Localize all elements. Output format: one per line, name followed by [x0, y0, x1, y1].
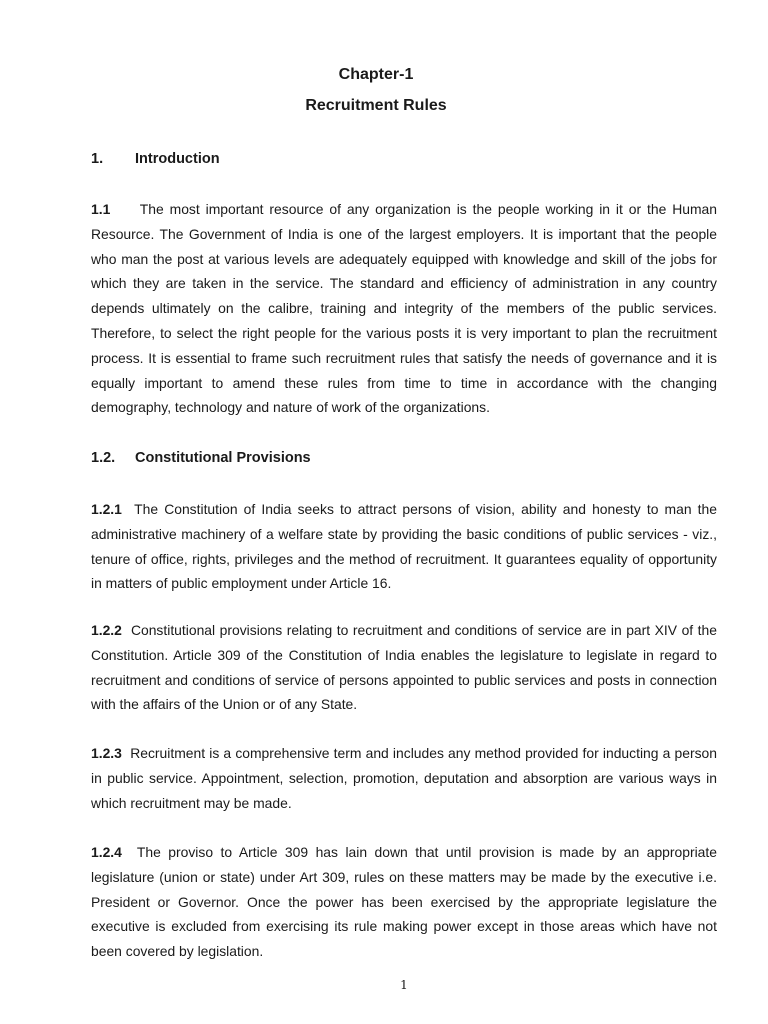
section-heading-constitutional-provisions — [91, 448, 311, 468]
paragraph-1-2-2 — [91, 618, 717, 717]
chapter-label: Chapter-1 — [338, 66, 414, 83]
section-title: Constitutional Provisions — [135, 450, 311, 466]
paragraph-text: The proviso to Article 309 has lain down that until provision is made by an appropriate legislature (union or state) under Art 309, rules on these matters may be made by the executive i.e. President or Governor. Once the power has been exercised by the appropriate legislature the executive is excluded from exercising its rule making power except in those areas which have not been covered by legislation. — [91, 844, 717, 960]
chapter-title: Recruitment Rules — [305, 97, 447, 114]
paragraph-1-2-1 — [91, 497, 717, 596]
paragraph-1-2-3 — [91, 741, 717, 815]
paragraph-number: 1.1 — [91, 201, 111, 217]
paragraph-1-2-4 — [91, 840, 717, 964]
paragraph-text: The most important resource of any organization is the people working in it or the Human Resource. The Government of India is one of the largest employers. It is important that the people who man the post at various levels are adequately equipped with knowledge and skill of the jobs for which they are taken in the service. The standard and efficiency of administration in any country depends ultimately on the calibre, training and integrity of the members of the public services. Therefore, to select the right people for the various posts it is very important to plan the recruitment process. It is essential to frame such recruitment rules that satisfy the needs of governance and it is equally important to amend these rules from time to time in accordance with the changing demography, technology and nature of work of the organizations. — [91, 201, 717, 416]
paragraph-text: Recruitment is a comprehensive term and includes any method provided for inducting a person in public service. Appointment, selection, promotion, deputation and absorption are various ways in which recruitment may be made. — [91, 745, 717, 811]
section-heading-introduction — [91, 149, 220, 169]
paragraph-1-1 — [91, 197, 717, 420]
paragraph-text: The Constitution of India seeks to attract persons of vision, ability and honesty to man the administrative machinery of a welfare state by providing the basic conditions of public services - viz., tenure of office, rights, privileges and the method of recruitment. It guarantees equality of opportunity in matters of public employment under Article 16. — [91, 501, 717, 592]
section-number: 1. — [91, 151, 104, 167]
section-title: Introduction — [135, 151, 220, 167]
paragraph-number: 1.2.2 — [91, 622, 122, 638]
page-number: 1 — [400, 978, 408, 992]
paragraph-text: Constitutional provisions relating to recruitment and conditions of service are in part XIV of the Constitution. Article 309 of the Constitution of India enables the legislature to legislate in regard to recruitment and conditions of service of persons appointed to public services and posts in connection with the affairs of the Union or of any State. — [91, 622, 717, 713]
paragraph-number: 1.2.3 — [91, 745, 122, 761]
section-number: 1.2. — [91, 450, 116, 466]
paragraph-number: 1.2.1 — [91, 501, 122, 517]
paragraph-number: 1.2.4 — [91, 844, 122, 860]
